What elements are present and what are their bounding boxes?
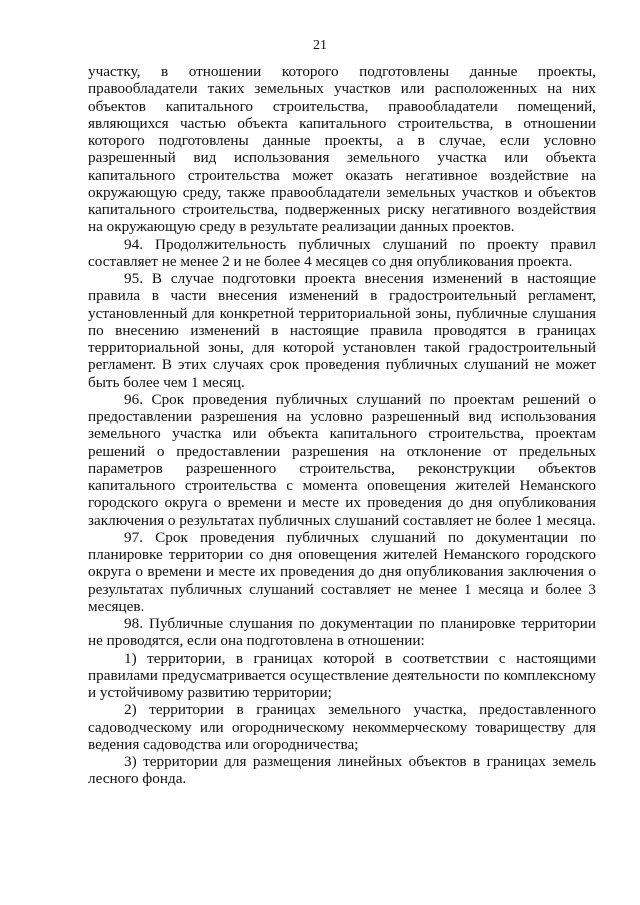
paragraph-subitem-1: 1) территории, в границах которой в соответствии с настоящими правилами предусматривается осуществление деятельности по комплексному и устойчивому развитию территории; [88,649,596,701]
paragraph-continuation: участку, в отношении которого подготовлены данные проекты, правообладатели таких земельных участков или расположенных на них объектов капитального строительства, правообладатели помещений, являющихся частью объекта капитального строительства, в отношении которого подготовлены данные проекты, а в случае, если условно разрешенный вид использования земельного участка или объекта капитального строительства может оказать негативное воздействие на окружающую среду, также правообладатели земельных участков и объектов капитального строительства, подверженных риску негативного воздействия на окружающую среду в результате реализации данных проектов. [88,63,596,236]
paragraph-item-94: 94. Продолжительность публичных слушаний по проекту правил составляет не менее 2 и не более 4 месяцев со дня опубликования проекта. [88,235,596,270]
paragraph-subitem-3: 3) территории для размещения линейных объектов в границах земель лесного фонда. [88,753,596,788]
document-body [88,63,596,788]
paragraph-item-97: 97. Срок проведения публичных слушаний по документации по планировке территории со дня оповещения жителей Неманского городского округа о времени и месте их проведения до дня опубликования заключения о результатах публичных слушаний составляет не менее 1 месяца и более 3 месяцев. [88,528,596,615]
paragraph-item-98: 98. Публичные слушания по документации по планировке территории не проводятся, если она подготовлена в отношении: [88,615,596,650]
paragraph-subitem-2: 2) территории в границах земельного участка, предоставленного садоводческому или огородническому некоммерческому товариществу для ведения садоводства или огородничества; [88,701,596,753]
paragraph-item-96: 96. Срок проведения публичных слушаний по проектам решений о предоставлении разрешения на условно разрешенный вид использования земельного участка или объекта капитального строительства, проектам решений о предоставлении разрешения на отклонение от предельных параметров разрешенного строительства, реконструкции объектов капитального строительства с момента оповещения жителей Неманского городского округа о времени и месте их проведения до дня опубликования заключения о результатах публичных слушаний составляет не более 1 месяца. [88,390,596,529]
paragraph-item-95: 95. В случае подготовки проекта внесения изменений в настоящие правила в части внесения изменений в градостроительный регламент, установленный для конкретной территориальной зоны, публичные слушания по внесению изменений в настоящие правила проводятся в границах территориальной зоны, для которой установлен такой градостроительный регламент. В этих случаях срок проведения публичных слушаний не может быть более чем 1 месяц. [88,270,596,391]
page-number: 21 [313,38,327,53]
